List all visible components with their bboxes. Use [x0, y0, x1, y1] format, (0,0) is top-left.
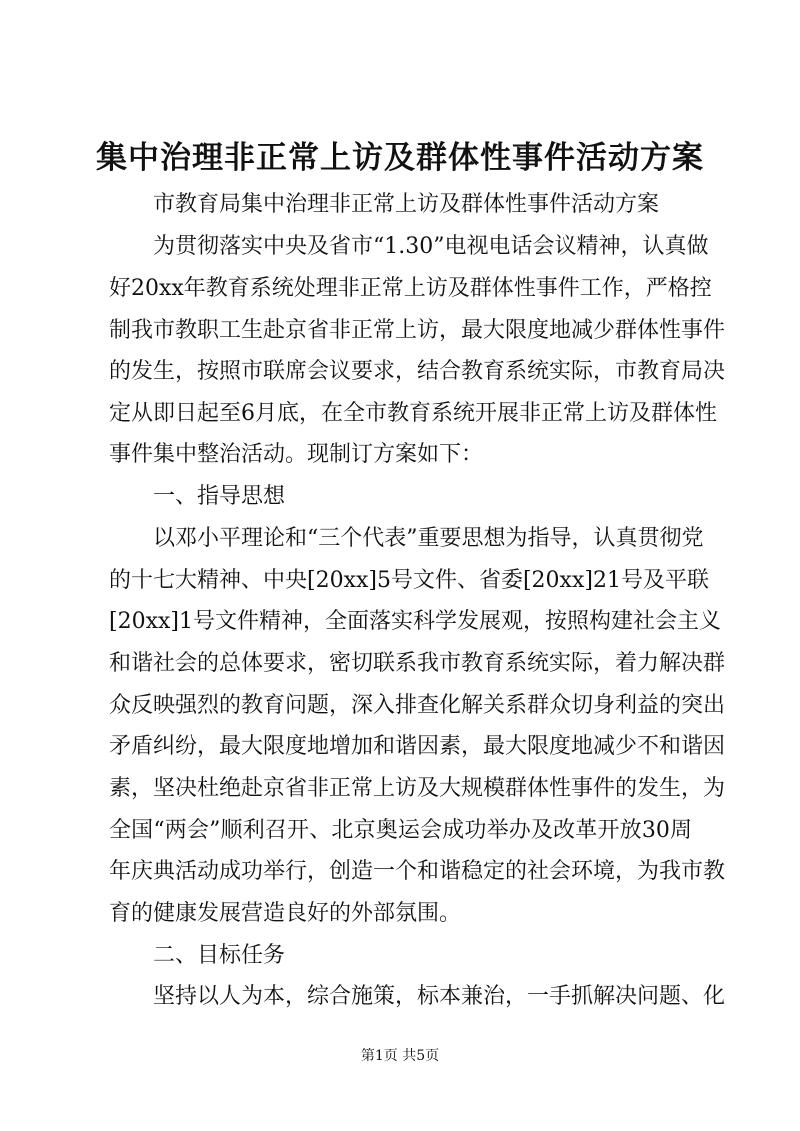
- section-heading: 二、目标任务: [153, 943, 286, 968]
- paragraph-line: 的十七大精神、中央[20xx]5号文件、省委[20xx]21号及平联: [109, 568, 709, 593]
- paragraph-line: 制我市教职工生赴京省非正常上访，最大限度地减少群体性事件: [109, 318, 726, 343]
- paragraph-line: 育的健康发展营造良好的外部氛围。: [109, 901, 462, 926]
- paragraph-line: 的发生，按照市联席会议要求，结合教育系统实际，市教育局决: [109, 359, 726, 384]
- paragraph-line: 年庆典活动成功举行，创造一个和谐稳定的社会环境，为我市教: [109, 859, 726, 884]
- page-number: 第1页 共5页: [360, 1048, 440, 1064]
- paragraph-line: 为贯彻落实中央及省市“1.30”电视电话会议精神，认真做: [153, 234, 709, 259]
- subtitle-line: 市教育局集中治理非正常上访及群体性事件活动方案: [153, 192, 660, 217]
- document-title: 集中治理非正常上访及群体性事件活动方案: [96, 140, 704, 176]
- paragraph-line: 素，坚决杜绝赴京省非正常上访及大规模群体性事件的发生，为: [109, 776, 726, 801]
- paragraph-line: 全国“两会”顺利召开、北京奥运会成功举办及改革开放30周: [109, 818, 692, 843]
- paragraph-line: 众反映强烈的教育问题，深入排查化解关系群众切身利益的突出: [109, 693, 726, 718]
- paragraph-line: 以邓小平理论和“三个代表”重要思想为指导，认真贯彻党: [153, 526, 704, 551]
- paragraph-line: 坚持以人为本，综合施策，标本兼治，一手抓解决问题、化: [153, 984, 726, 1009]
- paragraph-line: 和谐社会的总体要求，密切联系我市教育系统实际，着力解决群: [109, 651, 726, 676]
- paragraph-line: 事件集中整治活动。现制订方案如下：: [109, 442, 484, 467]
- section-heading: 一、指导思想: [153, 484, 286, 509]
- paragraph-line: 好20xx年教育系统处理非正常上访及群体性事件工作，严格控: [109, 276, 712, 301]
- paragraph-line: [20xx]1号文件精神，全面落实科学发展观，按照构建社会主义: [109, 609, 721, 634]
- paragraph-line: 矛盾纠纷，最大限度地增加和谐因素，最大限度地减少不和谐因: [109, 734, 726, 759]
- paragraph-line: 定从即日起至6月底，在全市教育系统开展非正常上访及群体性: [109, 401, 717, 426]
